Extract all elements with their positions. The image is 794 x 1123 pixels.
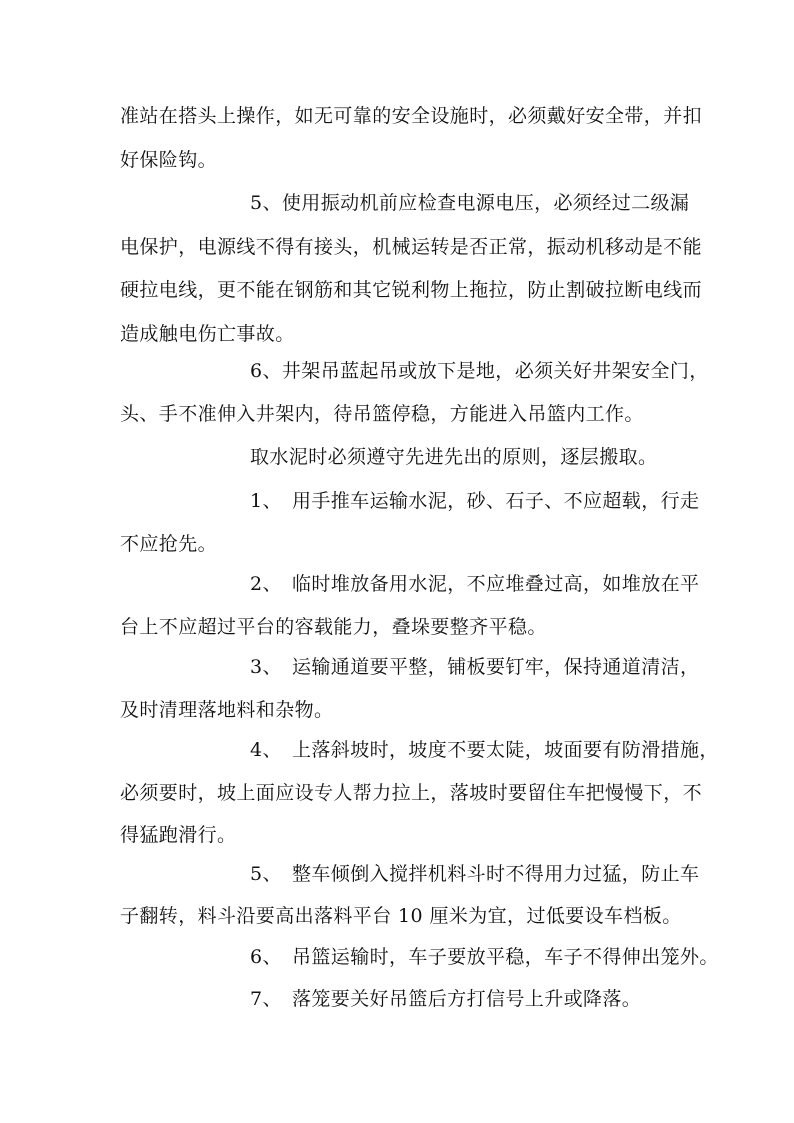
list-item-number: 4、 [250,739,282,761]
body-text-line: 准站在搭头上操作，如无可靠的安全设施时，必须戴好安全带，并扣 [120,105,703,127]
body-text-line: 头、手不准伸入井架内，待吊篮停稳，方能进入吊篮内工作。 [120,403,644,425]
list-item [250,986,641,1012]
list-item-text: 上落斜坡时，坡度不要太陡，坡面要有防滑措施， [292,739,719,761]
list-item [250,654,699,680]
list-item-text: 临时堆放备用水泥，不应堆叠过高，如堆放在平 [292,573,700,595]
list-item-number: 7、 [250,988,282,1010]
list-item [250,488,699,514]
list-item-text: 整车倾倒入搅拌机料斗时不得用力过猛，防止车 [292,863,700,885]
paragraph-line: 5、使用振动机前应检查电源电压，必须经过二级漏 [250,192,690,214]
body-text-line: 子翻转，料斗沿要高出落料平台 10 厘米为宜，过低要设车档板。 [120,905,682,927]
body-text-line: 硬拉电线，更不能在钢筋和其它锐利物上拖拉，防止割破拉断电线而 [120,279,703,301]
body-text-line: 不应抢先。 [120,533,218,555]
body-text-line: 好保险钩。 [120,149,218,171]
list-item [250,571,699,597]
section-line: 取水泥时必须遵守先进先出的原则，逐层搬取。 [250,446,658,468]
body-text-line: 及时清理落地料和杂物。 [120,699,334,721]
list-item [250,944,719,970]
body-text-line: 必须要时，坡上面应设专人帮力拉上，落坡时要留住车把慢慢下，不 [120,782,703,804]
paragraph-line: 6、井架吊蓝起吊或放下是地，必须关好井架安全门， [250,360,709,382]
body-text-line: 得猛跑滑行。 [120,824,237,846]
body-text-line: 电保护，电源线不得有接头，机械运转是否正常，振动机移动是不能 [120,236,703,258]
list-item-number: 1、 [250,490,282,512]
list-item-text: 用手推车运输水泥，砂、石子、不应超载，行走 [292,490,700,512]
list-item-number: 2、 [250,573,282,595]
list-item [250,737,719,763]
list-item-number: 3、 [250,656,282,678]
list-item-number: 6、 [250,946,282,968]
list-item-text: 落笼要关好吊篮后方打信号上升或降落。 [292,988,642,1010]
list-item-text: 运输通道要平整，铺板要钉牢，保持通道清洁， [292,656,700,678]
list-item [250,861,699,887]
body-text-line: 台上不应超过平台的容载能力，叠垛要整齐平稳。 [120,616,547,638]
list-item-number: 5、 [250,863,282,885]
list-item-text: 吊篮运输时，车子要放平稳，车子不得伸出笼外。 [292,946,719,968]
body-text-line: 造成触电伤亡事故。 [120,323,295,345]
